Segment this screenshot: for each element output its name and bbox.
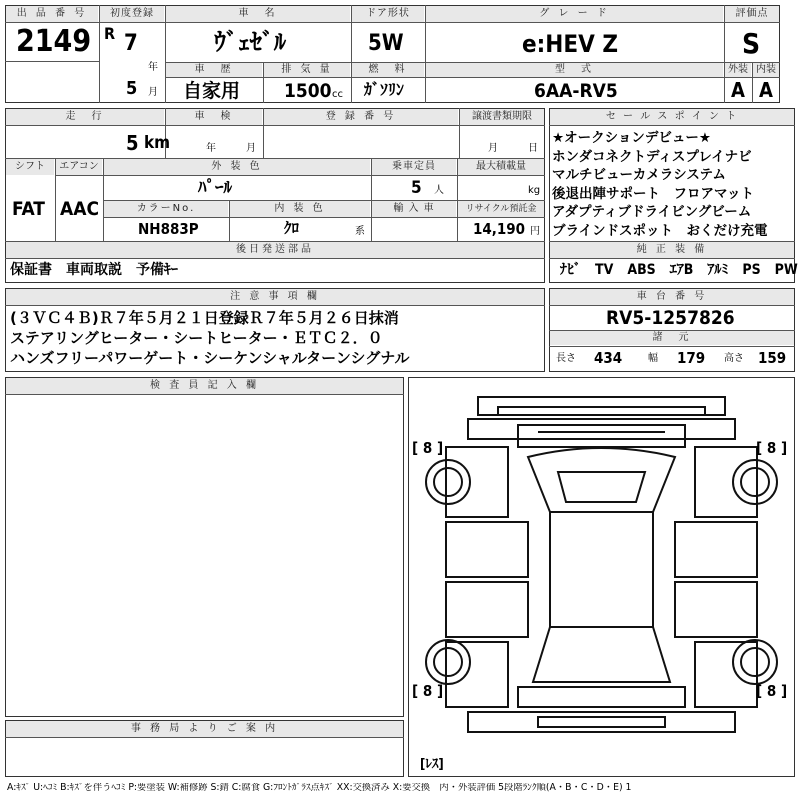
- transfer-day-unit: 日: [528, 143, 538, 154]
- width-value: 179: [677, 349, 706, 367]
- mileage-unit: km: [144, 133, 171, 153]
- interior-color: ｸﾛ: [284, 219, 300, 237]
- import-label: 輸 入 車: [372, 201, 456, 217]
- selling-points-label: セ ー ル ス ポ イ ン ト: [550, 109, 794, 125]
- inspector-box: [5, 377, 404, 717]
- chassis-label: 車 台 番 号: [550, 289, 794, 305]
- lot-label: 出 品 番 号: [6, 6, 98, 22]
- shift-label: シフト: [6, 159, 54, 175]
- recycle-fee: 14,190: [473, 220, 526, 238]
- score: S: [742, 27, 761, 60]
- reg-month: 5: [126, 78, 138, 99]
- color-no-label: カラーNo.: [104, 201, 228, 217]
- equipment-label: 純 正 装 備: [550, 242, 794, 258]
- selling-point-line: ★オークションデビュー★: [552, 130, 711, 146]
- height-value: 159: [758, 349, 787, 367]
- width-label: 幅: [648, 353, 658, 364]
- tire-rear-right: [ 8 ]: [756, 682, 788, 700]
- mileage: 5: [126, 131, 139, 155]
- mileage-label: 走 行: [6, 109, 164, 125]
- int-color-label: 内 装 色: [230, 201, 370, 217]
- aircon-type: AAC: [60, 198, 100, 220]
- height-label: 高さ: [724, 353, 744, 364]
- interior-grade: A: [759, 78, 773, 102]
- month-unit: 月: [148, 87, 158, 98]
- inspection-year-unit: 年: [206, 143, 216, 154]
- selling-point-line: 後退出陣サポート フロアマット: [552, 185, 754, 202]
- year-unit: 年: [148, 62, 158, 73]
- displacement-unit: cc: [332, 89, 343, 100]
- door-label: ドア形状: [352, 6, 424, 22]
- reg-year: 7: [124, 31, 138, 56]
- notes-line: (３ＶＣ４Ｂ)Ｒ７年５月２１日登録Ｒ７年５月２６日抹消: [10, 309, 399, 327]
- transfer-label: 譲渡書類期限: [460, 109, 544, 125]
- equipment-list: ﾅﾋﾞ TV ABS ｴｱB ｱﾙﾐ PS PW: [560, 262, 798, 278]
- plate-label: 登 録 番 号: [264, 109, 458, 125]
- exterior-grade: A: [731, 78, 745, 102]
- inspection-label: 車 検: [166, 109, 262, 125]
- accessories-label: 後日発送部品: [6, 242, 544, 258]
- interior-label: 内装: [753, 63, 779, 77]
- door-type: 5W: [368, 31, 404, 56]
- fuel-label: 燃 料: [352, 63, 424, 77]
- notes-line: ステアリングヒーター・シートヒーター・ＥＴＣ２．０: [10, 329, 383, 347]
- length-value: 434: [594, 349, 623, 367]
- first-reg-label: 初度登録: [100, 6, 164, 22]
- int-color-unit: 系: [355, 226, 365, 237]
- era: R: [104, 24, 116, 43]
- chassis-number: RV5-1257826: [606, 307, 735, 329]
- recycle-unit: 円: [530, 226, 540, 237]
- car-name: ｳﾞｪｾﾞﾙ: [214, 28, 286, 56]
- selling-point-line: ホンダコネクトディスプレイナビ: [552, 148, 752, 165]
- selling-point-line: アダプティブドライビングビーム: [552, 204, 752, 220]
- tire-front-right: [ 8 ]: [756, 439, 788, 457]
- inspector-label: 検 査 員 記 入 欄: [6, 378, 403, 394]
- office-label: 事 務 局 よ り ご 案 内: [6, 721, 403, 737]
- legend: A:ｷｽﾞ U:ﾍｺﾐ B:ｷｽﾞを伴うﾍｺﾐ P:要塗装 W:補修跡 S:錆 C:腐食 G:ﾌﾛﾝﾄｶﾞﾗｽ点ｷｽﾞ XX:交換済み X:要交換 内・外装評価 5段階ﾗﾝｸ順(A・B・C・D・E) 1: [7, 783, 632, 793]
- selling-point-line: ブラインドスポット おくだけ充電: [552, 222, 768, 239]
- selling-points-list: [552, 129, 794, 240]
- exterior-color: ﾊﾟｰﾙ: [198, 178, 232, 198]
- spec-label: 諸 元: [550, 331, 794, 345]
- load-label: 最大積載量: [458, 159, 544, 175]
- notes-line: ハンズフリーパワーゲート・シーケンシャルターンシグナル: [10, 349, 410, 367]
- spare-tire: [ﾚｽ]: [420, 757, 444, 772]
- inspection-month-unit: 月: [246, 143, 256, 154]
- displacement-label: 排 気 量: [264, 63, 350, 77]
- color-label: 外 装 色: [104, 159, 370, 175]
- history: 自家用: [183, 80, 241, 102]
- recycle-label: リサイクル預託金: [458, 201, 544, 217]
- model-label: 型 式: [426, 63, 723, 77]
- capacity-label: 乗車定員: [372, 159, 456, 175]
- notes-list: [10, 308, 540, 368]
- selling-point-line: マルチビューカメラシステム: [552, 167, 726, 183]
- transfer-month-unit: 月: [488, 143, 498, 154]
- model: 6AA-RV5: [534, 80, 618, 102]
- shift-type: FAT: [12, 198, 45, 220]
- length-label: 長さ: [556, 353, 576, 364]
- grade-label: グ レ ー ド: [426, 6, 723, 22]
- capacity-unit: 人: [434, 185, 444, 196]
- car-diagram: [408, 377, 795, 777]
- history-label: 車 歴: [166, 63, 262, 77]
- capacity: 5: [411, 178, 422, 198]
- tire-rear-left: [ 8 ]: [412, 682, 444, 700]
- car-name-label: 車 名: [166, 6, 350, 22]
- tire-front-left: [ 8 ]: [412, 439, 444, 457]
- exterior-label: 外装: [725, 63, 751, 77]
- score-label: 評価点: [725, 6, 779, 22]
- load-unit: kg: [528, 185, 541, 196]
- displacement: 1500: [284, 80, 332, 102]
- accessories: 保証書 車両取説 予備ｷｰ: [10, 262, 178, 278]
- grade: e:HEV Z: [522, 30, 618, 58]
- notes-label: 注 意 事 項 欄: [6, 289, 544, 305]
- color-number: NH883P: [138, 220, 199, 238]
- lot-number: 2149: [16, 24, 92, 59]
- aircon-label: エアコン: [56, 159, 102, 175]
- fuel: ｶﾞｿﾘﾝ: [364, 80, 405, 99]
